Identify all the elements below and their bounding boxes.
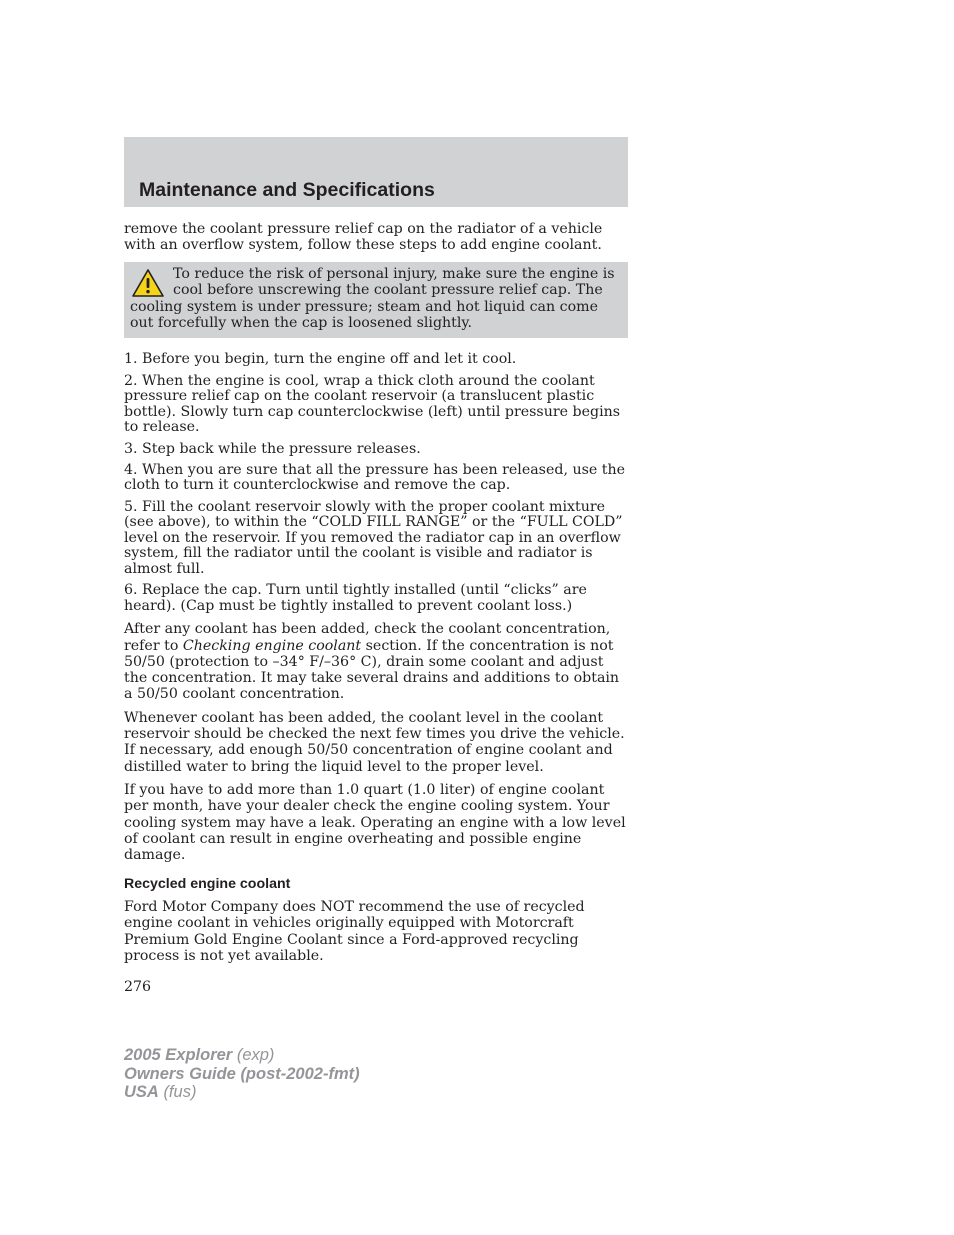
warning-triangle-icon [131, 268, 165, 298]
step-2: 2. When the engine is cool, wrap a thick cloth around the coolant pressure relief cap on the coolant reservoir (a translucent plastic bottle). Slowly turn cap counterclockwise (left) until pressure begins to release. [124, 372, 621, 436]
concentration-text-before: After any coolant has been added, check the coolant concentration, refer to [124, 621, 611, 654]
footer-model-code: (exp) [236, 1046, 275, 1064]
concentration-text-after: section. If the concentration is not 50/50 (protection to –34° F/–36° C), drain some coolant and adjust the concentration. It may take several drains and additions to obtain a 50/50 coolant concentration. [124, 637, 620, 703]
step-4: 4. When you are sure that all the pressure has been released, use the cloth to turn it counterclockwise and remove the cap. [124, 461, 626, 494]
warning-box [124, 262, 628, 338]
step-3: 3. Step back while the pressure releases. [124, 440, 421, 457]
step-1: 1. Before you begin, turn the engine off and let it cool. [124, 351, 517, 368]
footer-market-code: (fus) [163, 1083, 197, 1102]
footer-line-market [124, 1083, 360, 1102]
page-content [124, 222, 628, 1001]
footer-model: 2005 Explorer [124, 1046, 233, 1064]
recycled-coolant-paragraph: Ford Motor Company does NOT recommend the use of recycled engine coolant in vehicles originally equipped with Motorcraft Premium Gold Engine Coolant since a Ford-approved recycling process is not yet available. [124, 899, 585, 964]
section-title: Maintenance and Specifications [139, 179, 435, 201]
checking-engine-coolant-reference: Checking engine coolant [182, 637, 362, 654]
step-6: 6. Replace the cap. Turn until tightly installed (until “clicks” are heard). (Cap must be tightly installed to prevent coolant loss.) [124, 582, 587, 614]
section-header-band [124, 137, 628, 207]
page-number: 276 [124, 979, 152, 996]
footer-guide: Owners Guide (post-2002-fmt) [124, 1064, 360, 1083]
intro-paragraph: remove the coolant pressure relief cap on the radiator of a vehicle with an overflow system, follow these steps to add engine coolant. [124, 221, 603, 253]
recycled-coolant-heading: Recycled engine coolant [124, 876, 291, 893]
concentration-paragraph [124, 621, 628, 702]
footer-line-guide [124, 1065, 360, 1084]
coolant-leak-paragraph: If you have to add more than 1.0 quart (1.0 liter) of engine coolant per month, have your dealer check the engine cooling system. Your cooling system may have a leak. Operating an engine with a low level of coolant can result in engine overheating and possible engine damage. [124, 781, 626, 864]
coolant-level-paragraph: Whenever coolant has been added, the coolant level in the coolant reservoir should be checked the next few times you drive the vehicle. If necessary, add enough 50/50 concentration of engine coolant and distilled water to bring the liquid level to the proper level. [124, 709, 625, 775]
document-footer [124, 1046, 360, 1102]
footer-market: USA [124, 1083, 159, 1102]
warning-text: To reduce the risk of personal injury, make sure the engine is cool before unscrewing the coolant pressure relief cap. The cooling system is under pressure; steam and hot liquid can come out forcefully when the cap is loosened slightly. [130, 266, 615, 332]
step-5: 5. Fill the coolant reservoir slowly with the proper coolant mixture (see above), to within the “COLD FILL RANGE” or the “FULL COLD” level on the reservoir. If you removed the radiator cap in an overflow system, fill the radiator until the coolant is visible and radiator is almost full. [124, 498, 623, 577]
footer-line-model [124, 1046, 360, 1065]
